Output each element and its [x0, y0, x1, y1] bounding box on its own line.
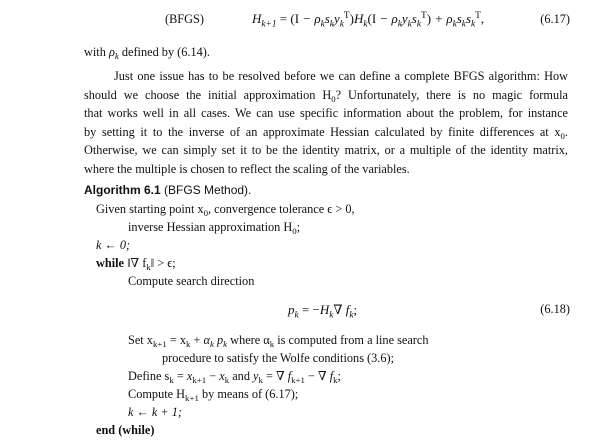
given-tolerance: , convergence tolerance ϵ > 0, — [208, 202, 355, 216]
intro-prefix: with — [84, 45, 109, 59]
algo-while: while ‖∇ $f_k‖ > \epsilon$; — [96, 256, 176, 273]
set-alpha: where α — [227, 333, 270, 347]
algo-set-step: Set $x_{k+1} = x_k + \alpha_k$ $p_k$ where $\alpha_k$ is computed from a line search — [128, 333, 429, 350]
algo-procedure: procedure to satisfy the Wolfe conditions (3.6); — [162, 351, 395, 365]
compute-h-tail: by means of (6.17); — [198, 387, 299, 401]
algo-increment: k ← k + 1; — [128, 405, 183, 419]
body-paragraph — [84, 67, 568, 179]
algorithm-title — [84, 183, 251, 197]
eq-6-17-label: (BFGS) — [165, 12, 204, 26]
algo-given-2: inverse Hessian approximation $H_0$; — [128, 220, 301, 237]
eq-6-18-formula: $p_k = -H_k\nabla$ $f_k$; — [288, 302, 358, 321]
while-keyword: while — [96, 256, 125, 270]
algorithm-number: Algorithm 6.1 — [84, 183, 161, 197]
while-condition-tail: ‖ > ϵ; — [150, 256, 176, 270]
eq-6-17-number: (6.17) — [540, 12, 570, 26]
given-hessian: inverse Hessian approximation H — [128, 220, 293, 234]
algorithm-method: (BFGS Method). — [164, 183, 252, 197]
algo-init: k ← 0; — [96, 238, 131, 252]
para-line-2-tail: ? Unfortunately, there is no magic formula — [335, 87, 568, 102]
algo-compute-direction: Compute search direction — [128, 274, 255, 288]
para-line-4: by setting it to the inverse of an approximate Hessian calculated by finite differences at $x_0$. — [84, 124, 568, 141]
algo-end-while: end (while) — [96, 423, 155, 437]
intro-suffix: defined by (6.14). — [118, 45, 210, 59]
algo-compute-h: Compute $H_{k+1}$ by means of (6.17); — [128, 387, 299, 404]
para-line-3: that works well in all cases. We can use specific information about the problem, for instance — [84, 106, 568, 121]
set-x: Set x — [128, 333, 153, 347]
compute-h: Compute H — [128, 387, 186, 401]
while-condition: ‖∇ f — [127, 256, 147, 270]
eq-6-18-number: (6.18) — [540, 302, 570, 316]
para-line-2-head: should we choose the initial approximation H — [84, 87, 332, 102]
algo-given-1: Given starting point $x_0$, convergence tolerance ϵ > 0, — [96, 202, 355, 219]
given-start: Given starting point x — [96, 202, 204, 216]
intro-line: with $\rho_k$ defined by (6.14). — [84, 45, 210, 62]
set-x-mid: = x — [166, 333, 187, 347]
define-s: Define s — [128, 369, 170, 383]
para-line-6: where the multiple is chosen to reflect the scaling of the variables. — [84, 161, 410, 176]
eq-6-17-formula: $H_{k+1} = (I - \rho_ks_ky_k^T)H_k(I - \rho_ky_ks_k^T) + \rho_ks_ks_k^T$, — [252, 10, 485, 30]
algo-define: Define $s_k = x_{k+1} - x_k$ and $y_k$ = ∇ $f_{k+1}$ − ∇ $f_k$; — [128, 369, 341, 386]
para-line-2: should we choose the initial approximation $H_0$? Unfortunately, there is no magic formula — [84, 87, 568, 104]
para-line-1: Just one issue has to be resolved before we can define a complete BFGS algorithm: How — [114, 69, 568, 83]
set-line-end: is computed from a line search — [274, 333, 429, 347]
para-line-5: Otherwise, we can simply set it to be the identity matrix, or a multiple of the identity matrix, — [84, 143, 568, 158]
para-line-4-head: by setting it to the inverse of an approximate Hessian calculated by finite differences at x — [84, 124, 561, 139]
